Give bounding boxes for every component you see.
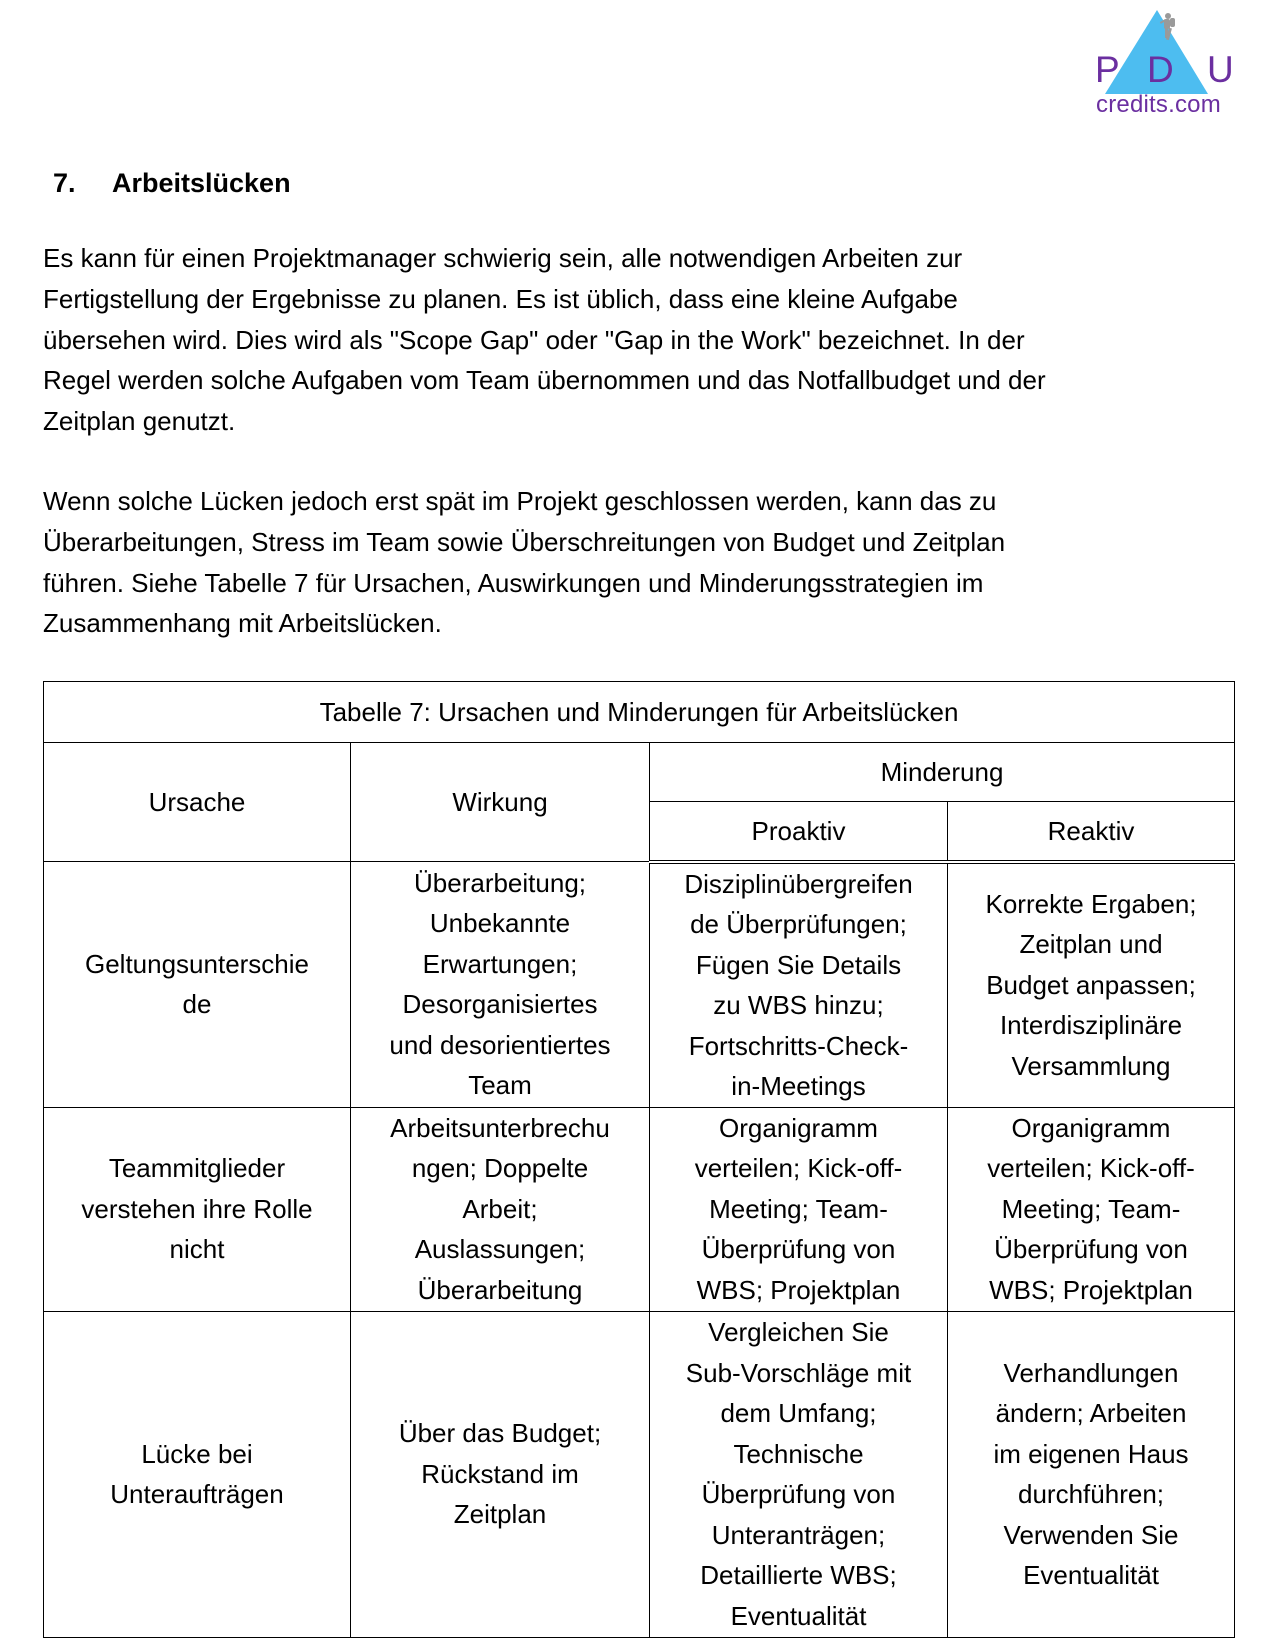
cell-line: verstehen ihre Rolle <box>81 1193 313 1224</box>
cell-effect <box>351 862 650 1108</box>
logo-subtitle: credits.com <box>1096 91 1221 118</box>
paragraph-intro <box>43 238 1243 442</box>
cell-line: Disziplinübergreifen <box>684 868 913 899</box>
cell-line: ändern; Arbeiten <box>995 1398 1187 1428</box>
cell-line: ngen; Doppelte <box>411 1153 589 1184</box>
cell-cause <box>44 1311 351 1637</box>
paragraph-consequences <box>43 481 1243 644</box>
cell-line: de <box>182 989 212 1020</box>
cell-cause <box>44 1107 351 1311</box>
table-row <box>44 862 1235 1108</box>
cell-line: WBS; Projektplan <box>989 1274 1193 1305</box>
table-caption-row <box>44 682 1235 743</box>
cell-line: Arbeit; <box>462 1193 538 1224</box>
logo-letter-d: D <box>1147 49 1174 90</box>
cell-line: verteilen; Kick-off- <box>694 1153 903 1184</box>
cell-line: Fügen Sie Details <box>695 949 902 980</box>
cell-reactive <box>948 862 1235 1108</box>
cell-line: Überprüfung von <box>994 1234 1188 1265</box>
cell-line: Rückstand im <box>421 1458 579 1489</box>
paragraph-line: Zeitplan genutzt. <box>43 406 236 437</box>
cell-line: Korrekte Ergaben; <box>985 888 1197 919</box>
cell-line: Sub-Vorschläge mit <box>685 1357 912 1388</box>
cell-line: durchführen; <box>1018 1479 1164 1509</box>
cell-line: Vergleichen Sie <box>708 1317 889 1347</box>
cell-line: Verwenden Sie <box>1003 1519 1179 1550</box>
cell-line: Fortschritts-Check- <box>688 1030 909 1061</box>
paragraph-line: Es kann für einen Projektmanager schwierig sein, alle notwendigen Arbeiten zur <box>43 243 963 273</box>
cell-line: Erwartungen; <box>422 948 578 979</box>
cell-line: Überprüfung von <box>701 1479 896 1509</box>
cell-reactive <box>948 1107 1235 1311</box>
cell-line: Verhandlungen <box>1003 1357 1179 1388</box>
cell-line: Arbeitsunterbrechu <box>390 1112 610 1143</box>
header-effect: Wirkung <box>351 743 650 862</box>
section-number: 7. <box>53 168 76 198</box>
paragraph-line: führen. Siehe Tabelle 7 für Ursachen, Auswirkungen und Minderungsstrategien im <box>43 567 984 598</box>
cell-line: Meeting; Team- <box>709 1193 888 1224</box>
cell-line: Lücke bei <box>141 1438 253 1469</box>
section-heading <box>53 166 291 200</box>
cell-line: WBS; Projektplan <box>696 1274 901 1305</box>
cell-cause <box>44 862 351 1108</box>
cell-line: Eventualität <box>730 1600 867 1631</box>
table-caption: Tabelle 7: Ursachen und Minderungen für Arbeitslücken <box>44 682 1235 743</box>
cell-line: Zeitplan und <box>1019 929 1163 960</box>
logo-letter-p: P <box>1095 49 1120 90</box>
cell-line: Budget anpassen; <box>986 969 1196 1000</box>
cell-line: Teammitglieder <box>108 1153 286 1184</box>
cell-line: Unteraufträgen <box>110 1479 284 1509</box>
cell-line: und desorientiertes <box>389 1029 611 1060</box>
cell-line: Interdisziplinäre <box>999 1010 1183 1041</box>
cell-line: Auslassungen; <box>414 1234 586 1265</box>
cell-line: Detaillierte WBS; <box>700 1560 897 1590</box>
cell-line: Eventualität <box>1023 1560 1159 1590</box>
cell-line: in-Meetings <box>731 1071 866 1101</box>
logo-letter-u: U <box>1207 49 1234 90</box>
cell-line: de Überprüfungen; <box>690 909 907 939</box>
cell-line: Meeting; Team- <box>1001 1193 1181 1224</box>
section-title: Arbeitslücken <box>112 168 291 198</box>
cell-reactive <box>948 1311 1235 1637</box>
cell-line: nicht <box>169 1234 225 1265</box>
header-reactive: Reaktiv <box>948 802 1235 862</box>
header-mitigation: Minderung <box>650 743 1235 802</box>
header-cause: Ursache <box>44 743 351 862</box>
cell-line: Überarbeitung <box>417 1274 583 1305</box>
cell-proactive <box>650 862 948 1108</box>
cell-line: Team <box>468 1070 532 1101</box>
cell-line: dem Umfang; <box>720 1398 877 1428</box>
paragraph-line: Regel werden solche Aufgaben vom Team übernommen und das Notfallbudget und der <box>43 365 1046 396</box>
paragraph-line: übersehen wird. Dies wird als "Scope Gap" oder "Gap in the Work" bezeichnet. In der <box>43 324 1025 355</box>
cell-line: Überarbeitung; <box>414 867 586 898</box>
cell-proactive <box>650 1311 948 1637</box>
cell-line: im eigenen Haus <box>993 1438 1189 1469</box>
cell-effect <box>351 1107 650 1311</box>
cell-line: Unteranträgen; <box>711 1519 886 1550</box>
pdu-credits-logo <box>1090 6 1240 122</box>
cell-proactive <box>650 1107 948 1311</box>
paragraph-line: Fertigstellung der Ergebnisse zu planen. Es ist üblich, dass eine kleine Aufgabe <box>43 283 958 314</box>
cell-line: Über das Budget; <box>398 1418 602 1449</box>
causes-mitigations-table <box>43 681 1235 1638</box>
paragraph-line: Zusammenhang mit Arbeitslücken. <box>43 608 442 639</box>
cell-line: zu WBS hinzu; <box>713 990 884 1020</box>
cell-line: Zeitplan <box>453 1499 547 1530</box>
table-row <box>44 1107 1235 1311</box>
cell-line: Organigramm <box>1011 1112 1171 1143</box>
paragraph-line: Wenn solche Lücken jedoch erst spät im Projekt geschlossen werden, kann das zu <box>43 486 997 516</box>
paragraph-line: Überarbeitungen, Stress im Team sowie Überschreitungen von Budget und Zeitplan <box>43 526 1006 557</box>
cell-line: Unbekannte <box>429 908 571 939</box>
cell-line: Technische <box>733 1438 864 1469</box>
cell-line: Desorganisiertes <box>402 989 598 1020</box>
cell-line: Versammlung <box>1011 1050 1171 1081</box>
table-row <box>44 1311 1235 1637</box>
cell-line: Organigramm <box>719 1112 878 1143</box>
header-proactive: Proaktiv <box>650 802 948 862</box>
cell-line: Geltungsunterschie <box>84 948 310 979</box>
cell-line: Überprüfung von <box>701 1234 896 1265</box>
table-header-row <box>44 743 1235 802</box>
cell-line: verteilen; Kick-off- <box>987 1153 1195 1184</box>
cell-effect <box>351 1311 650 1637</box>
